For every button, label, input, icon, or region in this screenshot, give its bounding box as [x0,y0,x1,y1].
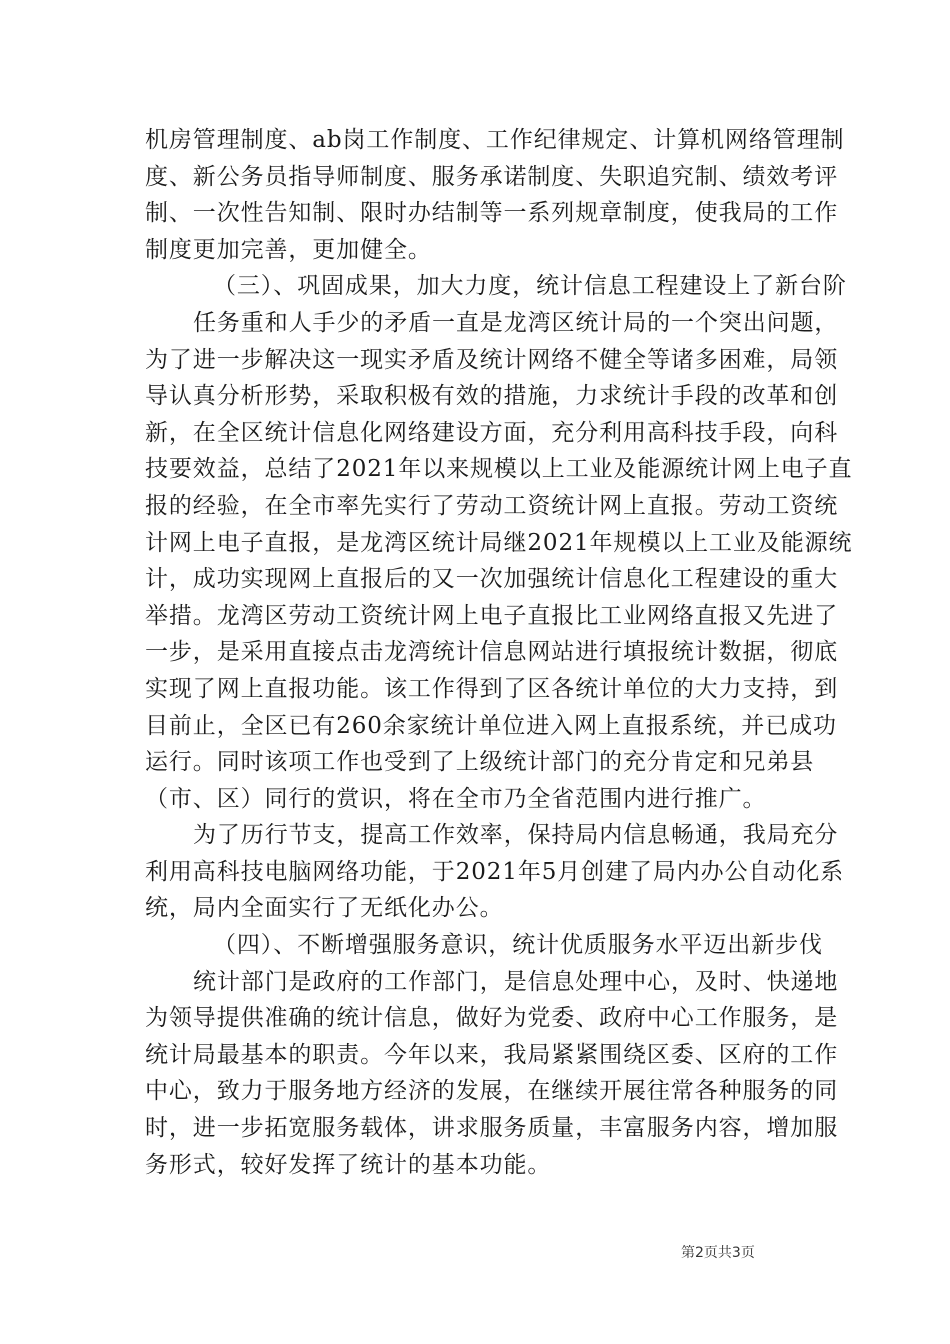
text-line: 举措。龙湾区劳动工资统计网上电子直报比工业网络直报又先进了 [145,602,839,629]
text-line: 统计局最基本的职责。今年以来，我局紧紧围绕区委、区府的工作 [145,1041,839,1068]
paragraph-start: 任务重和人手少的矛盾一直是龙湾区统计局的一个突出问题， [193,309,839,336]
text-line: 一步，是采用直接点击龙湾统计信息网站进行填报统计数据，彻底 [145,639,839,666]
text-line: 计，成功实现网上直报后的又一次加强统计信息化工程建设的重大 [145,566,839,593]
text-line: 为了进一步解决这一现实矛盾及统计网络不健全等诸多困难，局领 [145,346,839,373]
section-heading: （四）、不断增强服务意识，统计优质服务水平迈出新步伐 [213,932,823,959]
text-line: 统，局内全面实行了无纸化办公。 [145,895,504,922]
text-line: 技要效益，总结了2021年以来规模以上工业及能源统计网上电子直 [145,456,853,483]
document-body [145,122,853,1183]
text-line: 中心，致力于服务地方经济的发展，在继续开展往常各种服务的同 [145,1078,839,1105]
text-line: 导认真分析形势，采取积极有效的措施，力求统计手段的改革和创 [145,383,839,410]
text-line: 实现了网上直报功能。该工作得到了区各统计单位的大力支持，到 [145,675,839,702]
text-line: 度、新公务员指导师制度、服务承诺制度、失职追究制、绩效考评 [145,163,839,190]
text-line: 时，进一步拓宽服务载体，讲求服务质量，丰富服务内容，增加服 [145,1115,839,1142]
text-line: 利用高科技电脑网络功能，于2021年5月创建了局内办公自动化系 [145,858,845,885]
text-line: 机房管理制度、ab岗工作制度、工作纪律规定、计算机网络管理制 [145,127,845,153]
paragraph-start: 为了历行节支，提高工作效率，保持局内信息畅通，我局充分 [193,822,839,849]
paragraph-start: 统计部门是政府的工作部门，是信息处理中心，及时、快递地 [193,968,839,995]
text-line: 目前止，全区已有260余家统计单位进入网上直报系统，并已成功 [145,712,837,739]
text-line: 制、一次性告知制、限时办结制等一系列规章制度，使我局的工作 [145,200,839,227]
text-line: 制度更加完善，更加健全。 [145,236,432,263]
text-line: 为领导提供准确的统计信息，做好为党委、政府中心工作服务，是 [145,1005,839,1032]
text-line: （市、区）同行的赏识，将在全市乃全省范围内进行推广。 [145,785,767,812]
text-line: 运行。同时该项工作也受到了上级统计部门的充分肯定和兄弟县 [145,749,815,776]
text-line: 务形式，较好发挥了统计的基本功能。 [145,1151,552,1178]
text-line: 报的经验，在全市率先实行了劳动工资统计网上直报。劳动工资统 [145,492,839,519]
text-line: 计网上电子直报，是龙湾区统计局继2021年规模以上工业及能源统 [145,529,853,556]
text-line: 新，在全区统计信息化网络建设方面，充分利用高科技手段，向科 [145,419,839,446]
section-heading: （三）、巩固成果，加大力度，统计信息工程建设上了新台阶 [213,273,847,300]
page-indicator: 第2页共3页 [681,1245,755,1261]
